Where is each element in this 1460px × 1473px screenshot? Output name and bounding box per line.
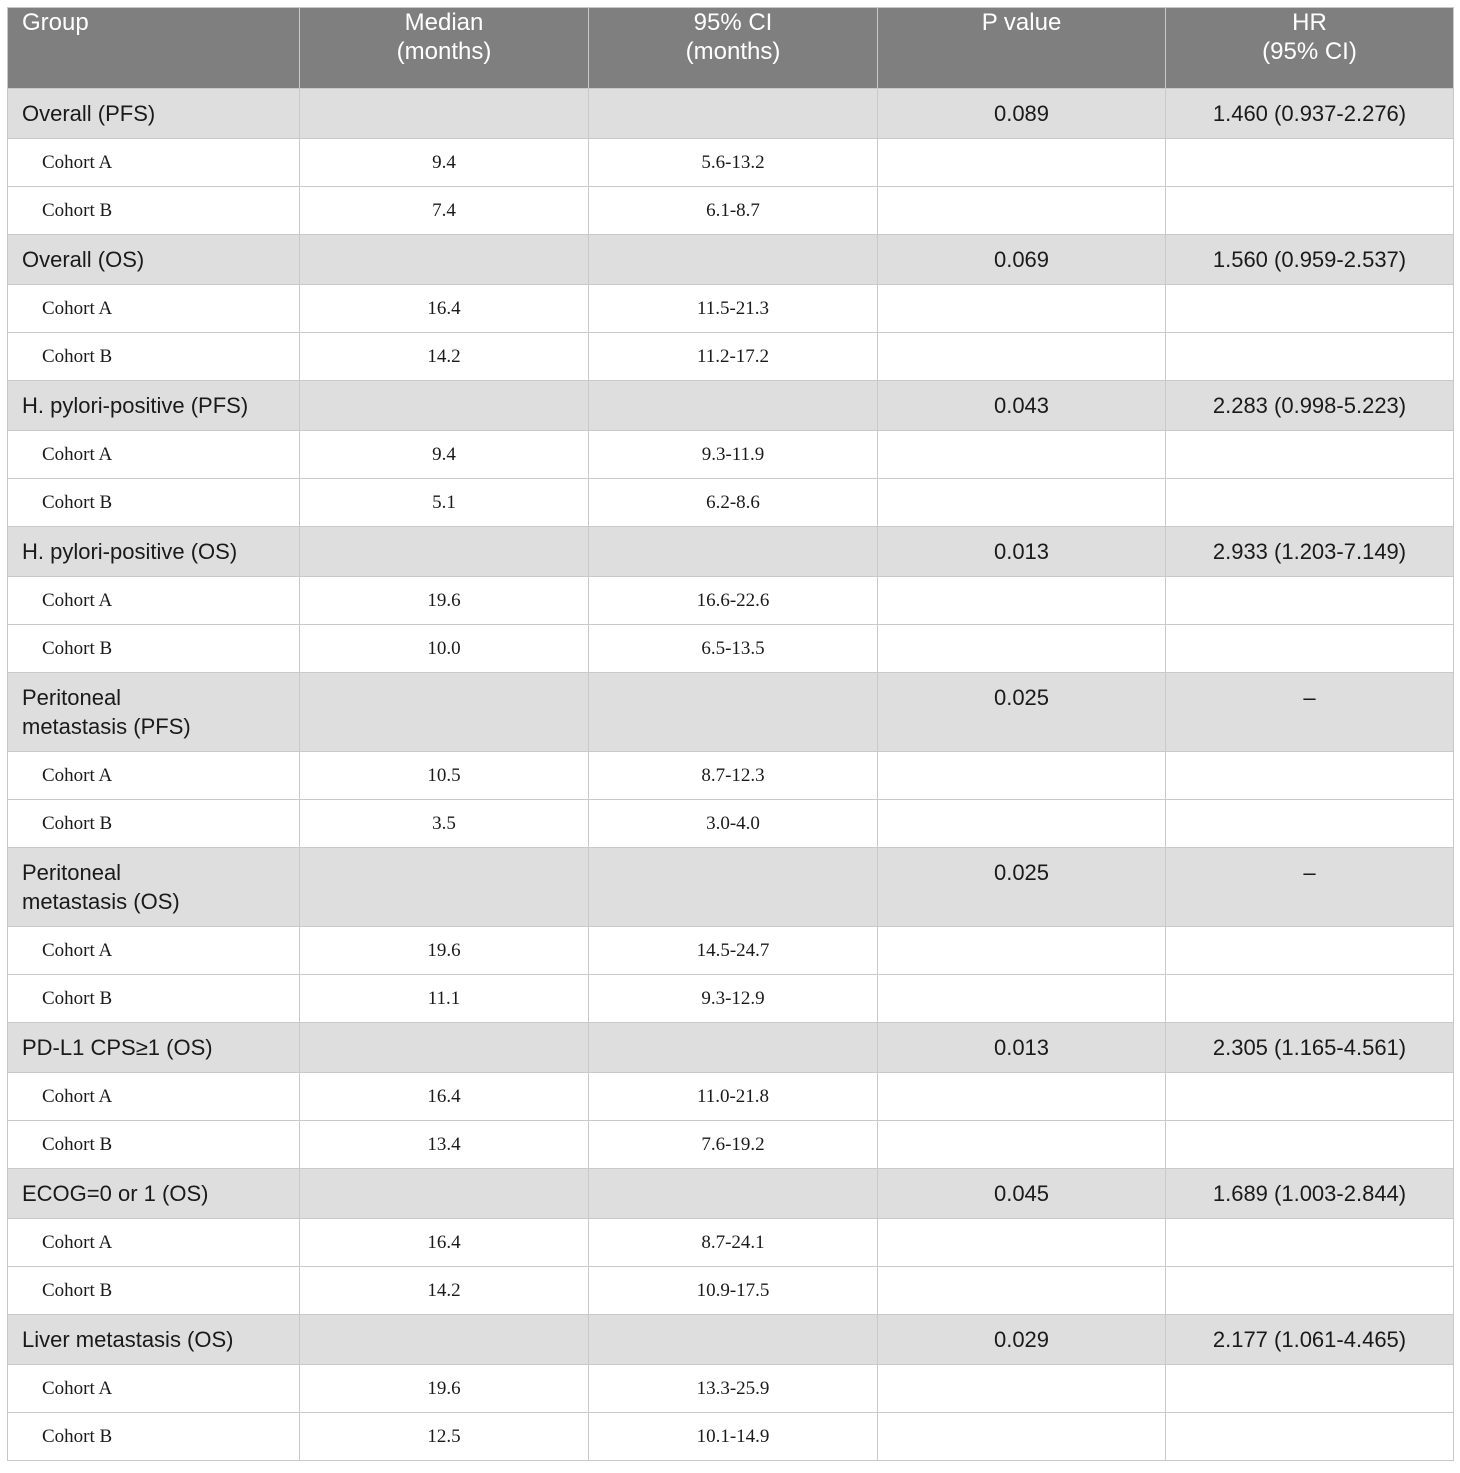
cohort-ci: 6.1-8.7 [589, 187, 878, 235]
cohort-name: Cohort A [8, 752, 300, 800]
group-p-value: 0.069 [878, 235, 1166, 285]
cohort-row [8, 975, 1454, 1023]
cohort-p-value-cell [878, 752, 1166, 800]
group-ci-cell [589, 673, 878, 752]
group-row [8, 1023, 1454, 1073]
cohort-median: 13.4 [300, 1121, 589, 1169]
cohort-hr-cell [1166, 1365, 1454, 1413]
group-ci-cell [589, 235, 878, 285]
cohort-row [8, 1267, 1454, 1315]
cohort-hr-cell [1166, 800, 1454, 848]
group-ci-cell [589, 1023, 878, 1073]
cohort-name: Cohort B [8, 187, 300, 235]
header-ci: 95% CI (months) [589, 8, 878, 89]
cohort-name: Cohort A [8, 927, 300, 975]
header-hr: HR (95% CI) [1166, 8, 1454, 89]
group-p-value: 0.013 [878, 527, 1166, 577]
cohort-hr-cell [1166, 431, 1454, 479]
cohort-hr-cell [1166, 479, 1454, 527]
cohort-hr-cell [1166, 577, 1454, 625]
cohort-row [8, 431, 1454, 479]
cohort-ci: 11.2-17.2 [589, 333, 878, 381]
cohort-name: Cohort B [8, 625, 300, 673]
cohort-median: 19.6 [300, 927, 589, 975]
cohort-name: Cohort B [8, 975, 300, 1023]
cohort-row [8, 285, 1454, 333]
group-row [8, 381, 1454, 431]
cohort-hr-cell [1166, 1267, 1454, 1315]
group-row [8, 235, 1454, 285]
cohort-hr-cell [1166, 285, 1454, 333]
cohort-row [8, 1219, 1454, 1267]
group-row [8, 527, 1454, 577]
group-ci-cell [589, 381, 878, 431]
cohort-p-value-cell [878, 1365, 1166, 1413]
group-hr: 2.933 (1.203-7.149) [1166, 527, 1454, 577]
group-label: Peritoneal metastasis (OS) [8, 848, 300, 927]
group-p-value: 0.089 [878, 89, 1166, 139]
cohort-row [8, 1365, 1454, 1413]
group-median-cell [300, 1169, 589, 1219]
survival-table [7, 7, 1454, 1461]
cohort-median: 3.5 [300, 800, 589, 848]
cohort-ci: 9.3-12.9 [589, 975, 878, 1023]
group-ci-cell [589, 848, 878, 927]
cohort-name: Cohort A [8, 139, 300, 187]
cohort-median: 9.4 [300, 139, 589, 187]
header-median: Median (months) [300, 8, 589, 89]
cohort-row [8, 479, 1454, 527]
cohort-ci: 8.7-12.3 [589, 752, 878, 800]
cohort-p-value-cell [878, 1413, 1166, 1461]
cohort-ci: 6.5-13.5 [589, 625, 878, 673]
group-label: H. pylori-positive (OS) [8, 527, 300, 577]
group-median-cell [300, 673, 589, 752]
cohort-p-value-cell [878, 479, 1166, 527]
cohort-ci: 3.0-4.0 [589, 800, 878, 848]
group-p-value: 0.045 [878, 1169, 1166, 1219]
header-group: Group [8, 8, 300, 89]
cohort-median: 16.4 [300, 1219, 589, 1267]
cohort-hr-cell [1166, 625, 1454, 673]
cohort-hr-cell [1166, 752, 1454, 800]
cohort-median: 14.2 [300, 333, 589, 381]
cohort-hr-cell [1166, 1073, 1454, 1121]
cohort-ci: 10.9-17.5 [589, 1267, 878, 1315]
group-ci-cell [589, 527, 878, 577]
cohort-name: Cohort B [8, 333, 300, 381]
group-hr: 2.177 (1.061-4.465) [1166, 1315, 1454, 1365]
group-hr: – [1166, 673, 1454, 752]
cohort-hr-cell [1166, 187, 1454, 235]
group-p-value: 0.029 [878, 1315, 1166, 1365]
cohort-row [8, 139, 1454, 187]
cohort-row [8, 187, 1454, 235]
cohort-median: 12.5 [300, 1413, 589, 1461]
header-p-value: P value [878, 8, 1166, 89]
cohort-name: Cohort B [8, 1413, 300, 1461]
cohort-hr-cell [1166, 975, 1454, 1023]
group-hr: 1.460 (0.937-2.276) [1166, 89, 1454, 139]
cohort-hr-cell [1166, 1413, 1454, 1461]
cohort-name: Cohort A [8, 1219, 300, 1267]
group-hr: 1.689 (1.003-2.844) [1166, 1169, 1454, 1219]
cohort-median: 16.4 [300, 1073, 589, 1121]
cohort-ci: 7.6-19.2 [589, 1121, 878, 1169]
group-label: ECOG=0 or 1 (OS) [8, 1169, 300, 1219]
cohort-ci: 11.0-21.8 [589, 1073, 878, 1121]
cohort-row [8, 577, 1454, 625]
cohort-ci: 5.6-13.2 [589, 139, 878, 187]
table-header [8, 8, 1454, 89]
cohort-median: 11.1 [300, 975, 589, 1023]
cohort-ci: 6.2-8.6 [589, 479, 878, 527]
cohort-name: Cohort B [8, 1267, 300, 1315]
cohort-hr-cell [1166, 333, 1454, 381]
group-median-cell [300, 235, 589, 285]
cohort-p-value-cell [878, 187, 1166, 235]
group-ci-cell [589, 1315, 878, 1365]
table-body [8, 89, 1454, 1461]
cohort-name: Cohort A [8, 431, 300, 479]
group-median-cell [300, 848, 589, 927]
group-p-value: 0.025 [878, 673, 1166, 752]
cohort-name: Cohort B [8, 1121, 300, 1169]
group-p-value: 0.013 [878, 1023, 1166, 1073]
cohort-p-value-cell [878, 1121, 1166, 1169]
group-row [8, 89, 1454, 139]
cohort-p-value-cell [878, 1073, 1166, 1121]
cohort-p-value-cell [878, 1219, 1166, 1267]
cohort-row [8, 333, 1454, 381]
cohort-median: 5.1 [300, 479, 589, 527]
group-label: Overall (OS) [8, 235, 300, 285]
cohort-row [8, 1073, 1454, 1121]
cohort-p-value-cell [878, 333, 1166, 381]
cohort-p-value-cell [878, 139, 1166, 187]
cohort-p-value-cell [878, 625, 1166, 673]
group-row [8, 1315, 1454, 1365]
header-row [8, 8, 1454, 89]
cohort-median: 10.0 [300, 625, 589, 673]
cohort-p-value-cell [878, 800, 1166, 848]
cohort-p-value-cell [878, 431, 1166, 479]
cohort-p-value-cell [878, 577, 1166, 625]
cohort-median: 7.4 [300, 187, 589, 235]
cohort-p-value-cell [878, 285, 1166, 333]
cohort-name: Cohort A [8, 577, 300, 625]
group-label: H. pylori-positive (PFS) [8, 381, 300, 431]
cohort-hr-cell [1166, 927, 1454, 975]
cohort-row [8, 1121, 1454, 1169]
group-median-cell [300, 527, 589, 577]
cohort-name: Cohort B [8, 800, 300, 848]
cohort-ci: 13.3-25.9 [589, 1365, 878, 1413]
group-ci-cell [589, 89, 878, 139]
cohort-p-value-cell [878, 927, 1166, 975]
group-label: Liver metastasis (OS) [8, 1315, 300, 1365]
cohort-row [8, 927, 1454, 975]
group-p-value: 0.043 [878, 381, 1166, 431]
cohort-name: Cohort A [8, 1365, 300, 1413]
group-row [8, 673, 1454, 752]
cohort-ci: 14.5-24.7 [589, 927, 878, 975]
cohort-p-value-cell [878, 1267, 1166, 1315]
cohort-ci: 8.7-24.1 [589, 1219, 878, 1267]
cohort-median: 19.6 [300, 1365, 589, 1413]
cohort-median: 10.5 [300, 752, 589, 800]
group-hr: 1.560 (0.959-2.537) [1166, 235, 1454, 285]
cohort-median: 9.4 [300, 431, 589, 479]
group-label: PD-L1 CPS≥1 (OS) [8, 1023, 300, 1073]
group-row [8, 1169, 1454, 1219]
cohort-ci: 10.1-14.9 [589, 1413, 878, 1461]
cohort-median: 16.4 [300, 285, 589, 333]
group-p-value: 0.025 [878, 848, 1166, 927]
group-median-cell [300, 89, 589, 139]
group-label: Peritoneal metastasis (PFS) [8, 673, 300, 752]
cohort-row [8, 625, 1454, 673]
group-row [8, 848, 1454, 927]
cohort-ci: 11.5-21.3 [589, 285, 878, 333]
cohort-p-value-cell [878, 975, 1166, 1023]
cohort-hr-cell [1166, 139, 1454, 187]
cohort-name: Cohort A [8, 285, 300, 333]
group-hr: 2.305 (1.165-4.561) [1166, 1023, 1454, 1073]
group-median-cell [300, 1023, 589, 1073]
cohort-median: 19.6 [300, 577, 589, 625]
cohort-row [8, 1413, 1454, 1461]
cohort-median: 14.2 [300, 1267, 589, 1315]
group-median-cell [300, 1315, 589, 1365]
cohort-hr-cell [1166, 1219, 1454, 1267]
cohort-ci: 9.3-11.9 [589, 431, 878, 479]
cohort-hr-cell [1166, 1121, 1454, 1169]
cohort-name: Cohort A [8, 1073, 300, 1121]
cohort-ci: 16.6-22.6 [589, 577, 878, 625]
group-label: Overall (PFS) [8, 89, 300, 139]
group-median-cell [300, 381, 589, 431]
group-hr: – [1166, 848, 1454, 927]
cohort-row [8, 800, 1454, 848]
group-hr: 2.283 (0.998-5.223) [1166, 381, 1454, 431]
group-ci-cell [589, 1169, 878, 1219]
cohort-row [8, 752, 1454, 800]
cohort-name: Cohort B [8, 479, 300, 527]
